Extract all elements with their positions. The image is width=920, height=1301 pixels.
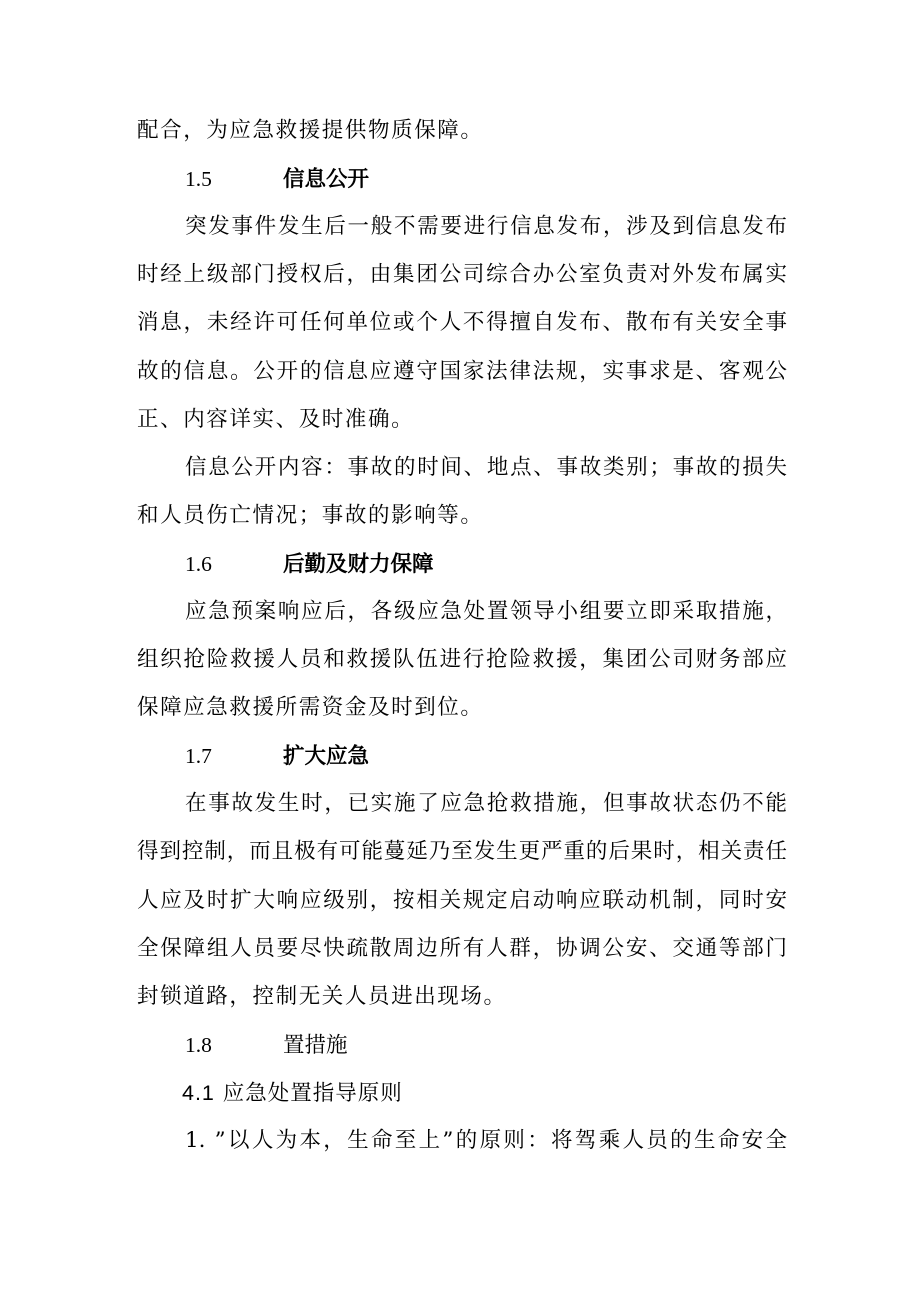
- section-number: 1.5: [185, 167, 212, 191]
- text-line: 和人员伤亡情况；事故的影响等。: [137, 503, 484, 528]
- text-line: 1. ”以人为本，生命至上”的原则：将驾乘人员的生命安全: [185, 1128, 787, 1153]
- section-number: 1.6: [185, 552, 212, 576]
- section-heading-1-5: [185, 165, 369, 194]
- text-line: 突发事件发生后一般不需要进行信息发布，涉及到信息发布: [185, 214, 787, 239]
- text-line: 封锁道路，控制无关人员进出现场。: [137, 984, 507, 1009]
- text-line: 全保障组人员要尽快疏散周边所有人群，协调公安、交通等部门: [137, 936, 787, 961]
- text-line: 配合，为应急救援提供物质保障。: [137, 118, 484, 143]
- section-heading-1-8: [185, 1031, 348, 1060]
- text-line: 组织抢险救援人员和救援队伍进行抢险救援，集团公司财务部应: [137, 647, 787, 672]
- section-heading-1-7: [185, 742, 369, 771]
- subsection-title: 应急处置指导原则: [222, 1081, 403, 1106]
- section-title: 置措施: [283, 1033, 348, 1058]
- subsection-heading-4-1: [182, 1079, 403, 1108]
- section-heading-1-6: [185, 550, 434, 579]
- section-number: 1.7: [185, 744, 212, 768]
- text-line: 信息公开内容：事故的时间、地点、事故类别；事故的损失: [185, 455, 787, 480]
- text-line: 时经上级部门授权后，由集团公司综合办公室负责对外发布属实: [137, 262, 787, 287]
- section-title: 扩大应急: [283, 744, 370, 769]
- text-line: 正、内容详实、及时准确。: [137, 407, 415, 432]
- text-line: 得到控制，而且极有可能蔓延乃至发生更严重的后果时，相关责任: [137, 839, 787, 864]
- text-line: 应急预案响应后，各级应急处置领导小组要立即采取措施，: [185, 599, 787, 624]
- section-number: 1.8: [185, 1033, 212, 1057]
- text-line: 人应及时扩大响应级别，按相关规定启动响应联动机制，同时安: [137, 888, 787, 913]
- text-line: 故的信息。公开的信息应遵守国家法律法规，实事求是、客观公: [137, 359, 787, 384]
- text-line: 保障应急救援所需资金及时到位。: [137, 695, 484, 720]
- text-line: 在事故发生时，已实施了应急抢救措施，但事故状态仍不能: [185, 791, 787, 816]
- section-title: 后勤及财力保障: [283, 552, 434, 577]
- subsection-number: 4.1: [182, 1081, 215, 1105]
- section-title: 信息公开: [283, 167, 370, 192]
- text-line: 消息，未经许可任何单位或个人不得擅自发布、散布有关安全事: [137, 310, 787, 335]
